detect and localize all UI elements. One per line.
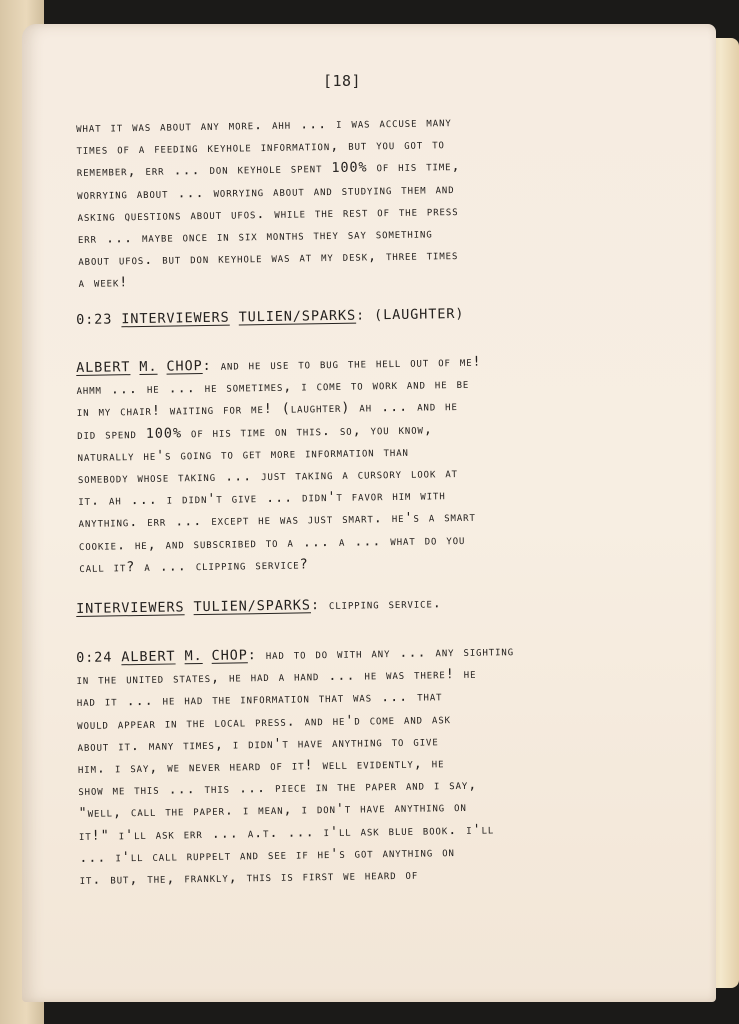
text-line: and he use to bug the hell out of me! — [220, 353, 482, 374]
text-line: it. but, the, frankly, this is first we heard of — [79, 866, 419, 888]
speaker-colon: : — [247, 647, 257, 664]
timestamp: 0:23 — [76, 311, 113, 328]
speaker-colon: : — [310, 597, 321, 614]
text-line: naturally he's going to get more information than — [77, 443, 409, 465]
text-line: ... i'll call ruppelt and see if he's got anything on — [79, 843, 455, 866]
text-line: it. ah ... i didn't give ... didn't favor him with — [78, 487, 446, 510]
text-line: a week! — [78, 274, 129, 292]
text-line: show me this ... this ... piece in the paper and i say, — [78, 776, 478, 800]
text-line: somebody whose taking ... just taking a cursory look at — [77, 464, 459, 487]
text-line: would appear in the local press. and he'd come and ask — [77, 710, 452, 733]
speaker-middle-initial: M. — [139, 358, 158, 376]
text-line: about ufos. but don keyhole was at my desk, three times — [78, 247, 459, 270]
interviewer-paragraph — [76, 590, 616, 621]
speaker-first-name: ALBERT — [76, 359, 131, 376]
speaker-first-name: ALBERT — [121, 648, 176, 666]
text-line: had it ... he had the information that was ... that — [76, 688, 443, 711]
text-line: had to do with any ... any sighting — [265, 643, 515, 664]
speech-text: (LAUGHTER) — [373, 305, 465, 324]
speaker-line — [76, 590, 616, 621]
speaker-colon: : — [202, 357, 212, 375]
speaker-last-name: CHOP — [211, 647, 248, 664]
paragraph-continuation — [76, 109, 619, 295]
speaker-last-name: CHOP — [166, 358, 203, 375]
text-line: ahmm ... he ... he sometimes, i come to work and he be — [76, 376, 470, 399]
text-line: remember, err ... don keyhole spent 100% of his time, — [76, 158, 461, 181]
text-line: call it? a ... clipping service? — [79, 556, 309, 576]
timestamp: 0:24 — [76, 649, 113, 666]
speaker-line — [76, 301, 616, 332]
speaker-prefix: INTERVIEWERS — [121, 309, 230, 328]
interviewer-paragraph — [76, 301, 616, 332]
text-line: cookie. he, and subscribed to a ... a ... what do you — [78, 531, 466, 554]
text-line: worrying about ... worrying about and studying them and — [77, 180, 455, 203]
text-line: asking questions about ufos. while the rest of the press — [77, 202, 459, 225]
speaker-names: TULIEN/SPARKS — [238, 307, 357, 326]
speaker-colon: : — [355, 307, 366, 324]
text-line: it!" i'll ask err ... a.t. ... i'll ask blue book. i'll — [78, 820, 495, 844]
text-line: "well, call the paper. i mean, i don't have anything on — [78, 799, 467, 822]
speaker-prefix: INTERVIEWERS — [76, 599, 185, 617]
speaker-middle-initial: M. — [184, 648, 203, 665]
chop-paragraph — [76, 639, 620, 892]
text-line: what it was about any more. ahh ... i was accuse many — [76, 114, 452, 136]
text-line: him. i say, we never heard of it! well evidently, he — [77, 755, 445, 777]
speech-text: clipping service. — [328, 595, 442, 614]
book-page — [22, 24, 716, 1002]
speaker-names: TULIEN/SPARKS — [193, 597, 312, 616]
text-line: in my chair! waiting for me! (laughter) ah ... and he — [76, 398, 458, 421]
text-line: about it. many times, i didn't have anything to give — [77, 733, 439, 755]
text-line: times of a feeding keyhole information, but you got to — [76, 136, 445, 159]
text-line: in the united states, he had a hand ... he was there! he — [76, 665, 477, 689]
chop-paragraph — [76, 349, 619, 579]
text-line: anything. err ... except he was just smart. he's a smart — [78, 509, 476, 532]
page-number: [18] — [322, 72, 362, 90]
text-line: err ... maybe once in six months they say something — [77, 225, 433, 247]
text-line: did spend 100% of his time on this. so, you know, — [77, 420, 433, 443]
